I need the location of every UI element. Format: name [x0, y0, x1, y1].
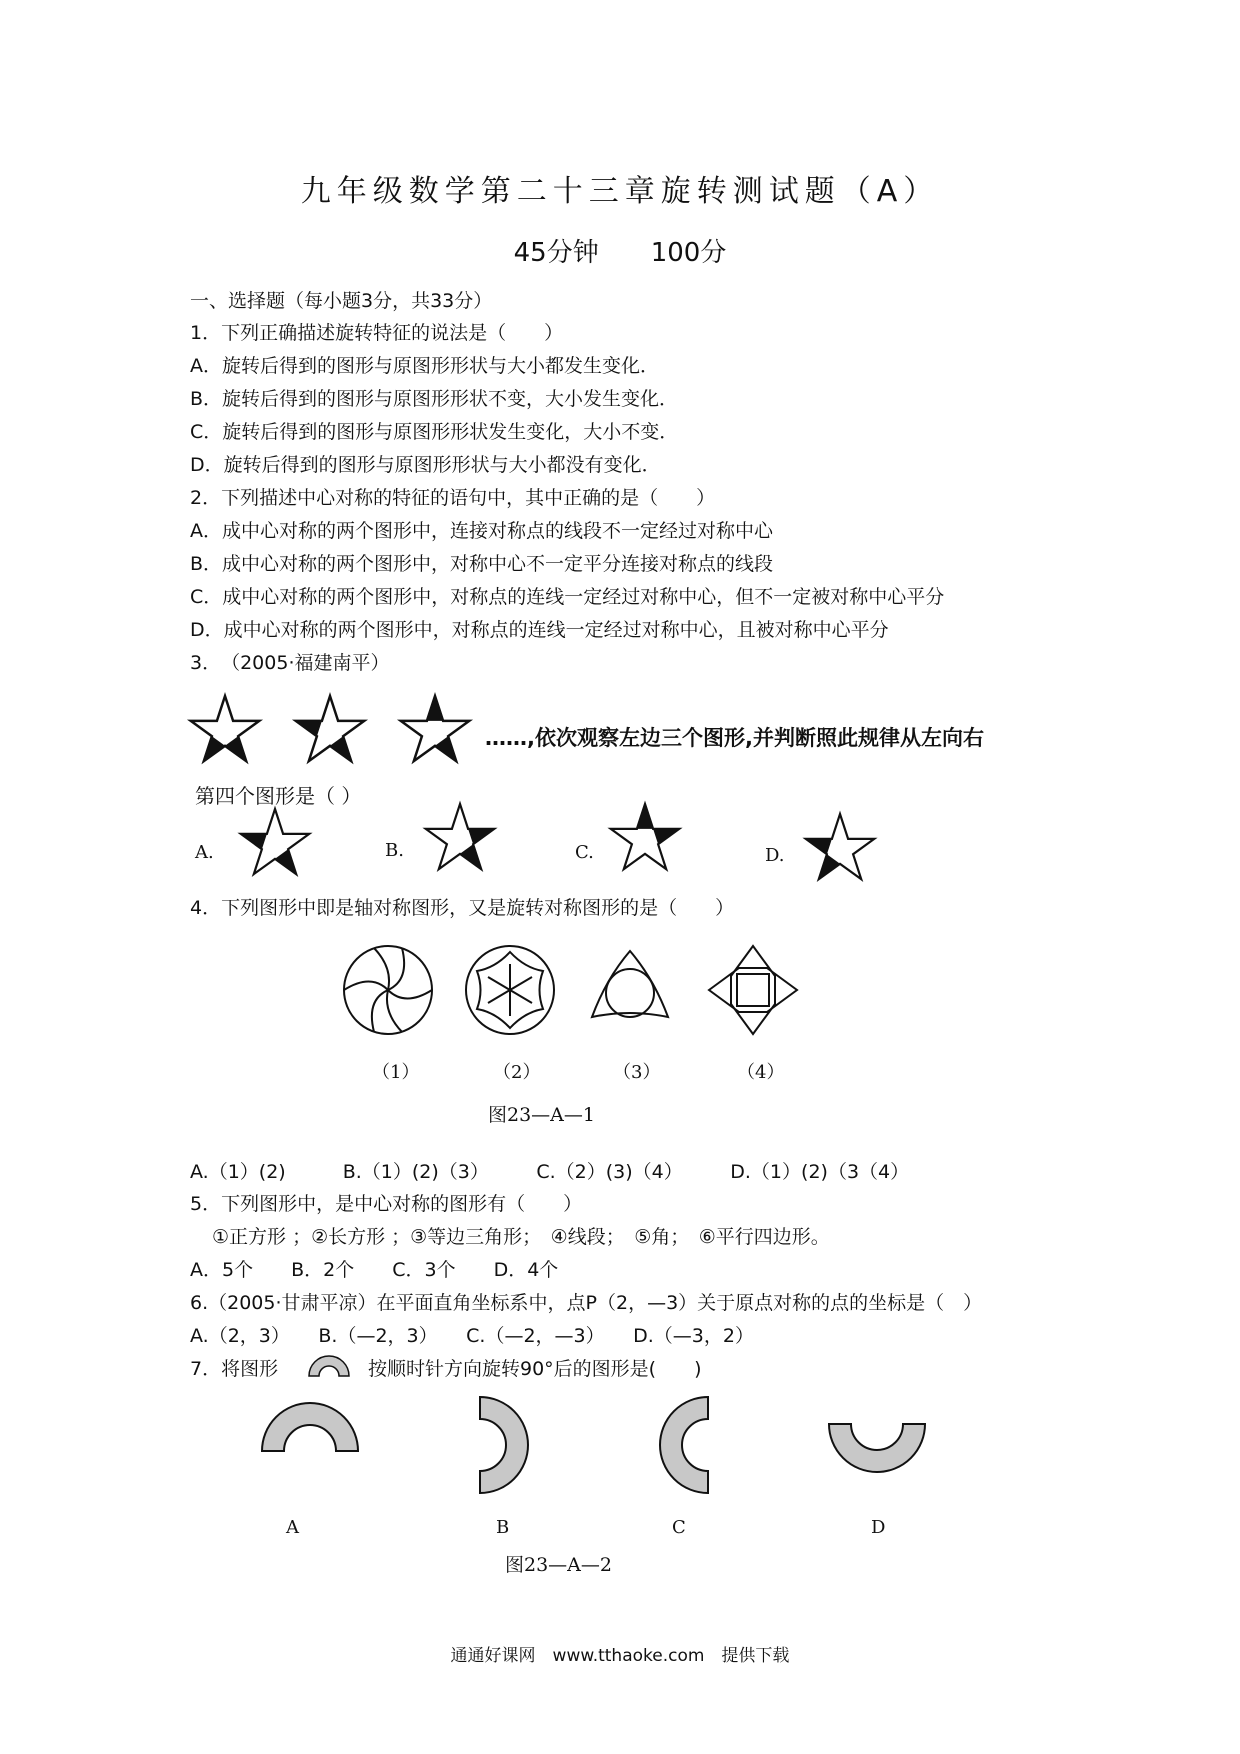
q3-option-d-star [800, 810, 880, 890]
q1-option-d: D．旋转后得到的图形与原图形形状与大小都没有变化． [190, 454, 661, 476]
q2-option-a: A．成中心对称的两个图形中，连接对称点的线段不一定经过对称中心 [190, 520, 773, 542]
q7-small-arch [307, 1352, 351, 1378]
q3-option-d-label: D. [765, 845, 785, 866]
q7-label-b: B [496, 1517, 510, 1538]
q1-option-b: B．旋转后得到的图形与原图形形状不变，大小发生变化． [190, 388, 679, 410]
q1-option-a: A．旋转后得到的图形与原图形形状与大小都发生变化． [190, 355, 659, 377]
q7-option-c-shape [652, 1393, 712, 1497]
q3-option-a-label: A. [195, 842, 214, 863]
q4-label-2: （2） [493, 1062, 541, 1083]
q7-label-d: D [871, 1517, 886, 1538]
q1-stem: 1．下列正确描述旋转特征的说法是（ ） [190, 322, 564, 344]
q4-figure-3-trefoil [592, 951, 668, 1017]
q4-caption: 图23—A—1 [488, 1104, 595, 1126]
q3-option-c-label: C. [575, 842, 594, 863]
q3-option-b-label: B. [385, 840, 404, 861]
page-subtitle: 45分钟 100分 [513, 238, 727, 268]
q2-option-b: B．成中心对称的两个图形中，对称中心不一定平分连接对称点的线段 [190, 553, 774, 575]
q5-stem: 5．下列图形中，是中心对称的图形有（ ） [190, 1193, 583, 1215]
q7-label-a: A [286, 1517, 299, 1538]
q3-text: ……,依次观察左边三个图形,并判断照此规律从左向右 [485, 726, 984, 750]
q2-option-c: C．成中心对称的两个图形中，对称点的连线一定经过对称中心，但不一定被对称中心平分 [190, 586, 945, 608]
q4-figures [335, 935, 815, 1045]
q4-answers: A.（1）(2) B.（1）(2)（3） C.（2）(3)（4） D.（1）(2)（3（4） [190, 1161, 910, 1183]
star-2 [296, 696, 364, 761]
q6-answers: A.（2，3） B.（—2，3） C.（—2，—3） D.（—3，2） [190, 1325, 754, 1347]
section-heading: 一、选择题（每小题3分，共33分） [190, 290, 493, 312]
q4-label-1: （1） [372, 1062, 420, 1083]
q1-option-c: C．旋转后得到的图形与原图形形状发生变化，大小不变． [190, 421, 679, 443]
q2-stem: 2．下列描述中心对称的特征的语句中，其中正确的是（ ） [190, 487, 716, 509]
page-title: 九年级数学第二十三章旋转测试题（A） [300, 174, 940, 209]
q3-option-a-star [235, 805, 315, 885]
q4-figure-1-pinwheel [344, 946, 432, 1034]
star-1 [191, 696, 259, 761]
q3-option-c-star [605, 800, 685, 880]
q4-label-4: （4） [737, 1062, 785, 1083]
q5-list: ①正方形 ；②长方形 ；③等边三角形； ④线段； ⑤角； ⑥平行四边形。 [212, 1226, 830, 1248]
q3-star-sequence [185, 690, 485, 770]
q3-text2: 第四个图形是（ ） [195, 784, 362, 808]
q7-option-d-shape [825, 1420, 929, 1480]
q6-stem: 6.（2005·甘肃平凉）在平面直角坐标系中，点P（2，—3）关于原点对称的点的坐标是（ ） [190, 1292, 983, 1314]
q5-answers: A．5个 B．2个 C．3个 D．4个 [190, 1259, 559, 1281]
q4-label-3: （3） [613, 1062, 661, 1083]
q3-option-b-star [420, 800, 500, 880]
star-3 [401, 696, 469, 761]
q7-option-a-shape [258, 1395, 362, 1455]
q2-option-d: D．成中心对称的两个图形中，对称点的连线一定经过对称中心，且被对称中心平分 [190, 619, 889, 641]
q4-figure-4-octagram [709, 946, 797, 1034]
q7-label-c: C [672, 1517, 686, 1538]
q3-stem: 3． （2005·福建南平） [190, 652, 390, 674]
footer-credit: 通通好课网 www.tthaoke.com 提供下载 [450, 1646, 790, 1666]
q7-option-b-shape [476, 1393, 536, 1497]
q4-stem: 4．下列图形中即是轴对称图形，又是旋转对称图形的是（ ） [190, 897, 735, 919]
q7-caption: 图23—A—2 [505, 1554, 612, 1576]
q7-stem-b: 按顺时针方向旋转90°后的图形是( ) [368, 1358, 702, 1380]
q7-stem-a: 7．将图形 [190, 1358, 279, 1380]
q4-figure-2-snowflake [466, 946, 554, 1034]
